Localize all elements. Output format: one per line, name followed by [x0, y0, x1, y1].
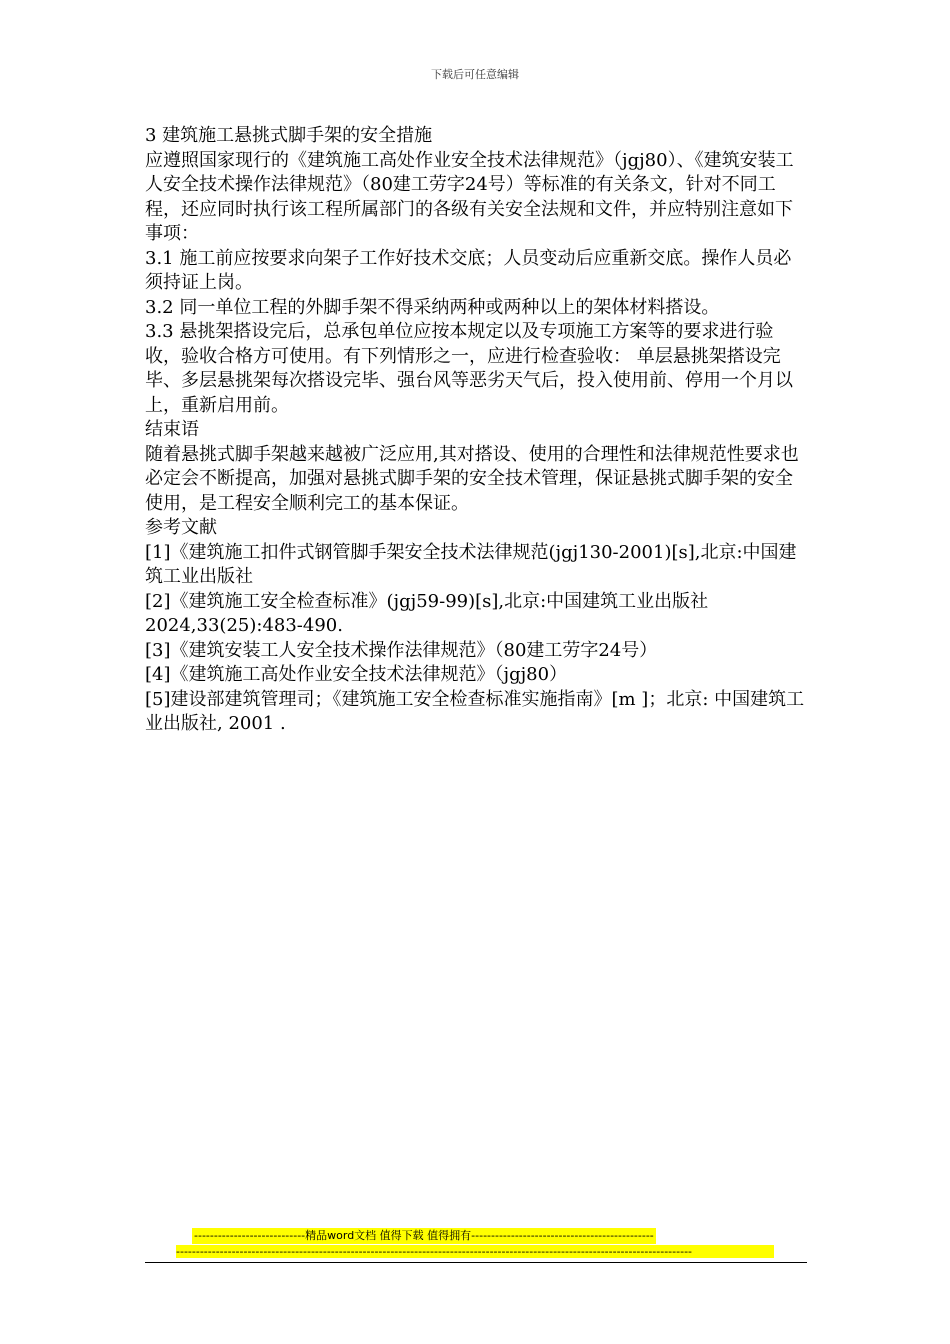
reference-item: [5]建设部建筑管理司；《建筑施工安全检查标准实施指南》[m ]；北京: 中国建筑工业出版社, 2001 .	[145, 688, 805, 734]
conclusion-heading: 结束语	[145, 419, 199, 440]
references-heading: 参考文献	[145, 517, 217, 538]
body-paragraph: 3.3 悬挑架搭设完后，总承包单位应按本规定以及专项施工方案等的要求进行验收，验收合格方可使用。有下列情形之一，应进行检查验收： 单层悬挑架搭设完毕、多层悬挑架每次搭设完毕、强台风等恶劣天气后，投入使用前、停用一个月以上，重新启用前。	[145, 321, 793, 416]
header-note: 下载后可任意编辑	[431, 68, 519, 81]
body-paragraph: 3.1 施工前应按要求向架子工作好技术交底；人员变动后应重新交底。操作人员必须持证上岗。	[145, 247, 792, 293]
body-paragraph: 应遵照国家现行的《建筑施工高处作业安全技术法律规范》（jgj80）、《建筑安装工人安全技术操作法律规范》（80建工劳字24号）等标准的有关条文，针对不同工程，还应同时执行该工程所属部门的各级有关安全法规和文件，并应特别注意如下事项：	[145, 149, 794, 244]
document-body	[145, 124, 807, 737]
section-heading: 3 建筑施工悬挑式脚手架的安全措施	[145, 125, 433, 146]
reference-item: [1]《建筑施工扣件式钢管脚手架安全技术法律规范(jgj130-2001)[s],北京:中国建筑工业出版社	[145, 541, 797, 587]
body-paragraph: 随着悬挑式脚手架越来越被广泛应用,其对搭设、使用的合理性和法律规范性要求也必定会不断提高，加强对悬挑式脚手架的安全技术管理，保证悬挑式脚手架的安全使用，是工程安全顺利完工的基本保证。	[145, 443, 799, 514]
body-paragraph: 3.2 同一单位工程的外脚手架不得采纳两种或两种以上的架体材料搭设。	[145, 296, 720, 318]
reference-item: [3]《建筑安装工人安全技术操作法律规范》（80建工劳字24号）	[145, 639, 658, 661]
footer-banner-dash-line: ----------------------------------------------------------------------------------------------------------------------------------	[176, 1245, 774, 1258]
footer-banner-line: ----------------------------精品word文档 值得下载 值得拥有----------------------------------------------	[194, 1229, 654, 1242]
reference-item: [2]《建筑施工安全检查标准》(jgj59-99)[s],北京:中国建筑工业出版社2024,33(25):483-490.	[145, 590, 709, 636]
reference-item: [4]《建筑施工高处作业安全技术法律规范》（jgj80）	[145, 664, 568, 685]
footer-divider	[145, 1262, 807, 1263]
